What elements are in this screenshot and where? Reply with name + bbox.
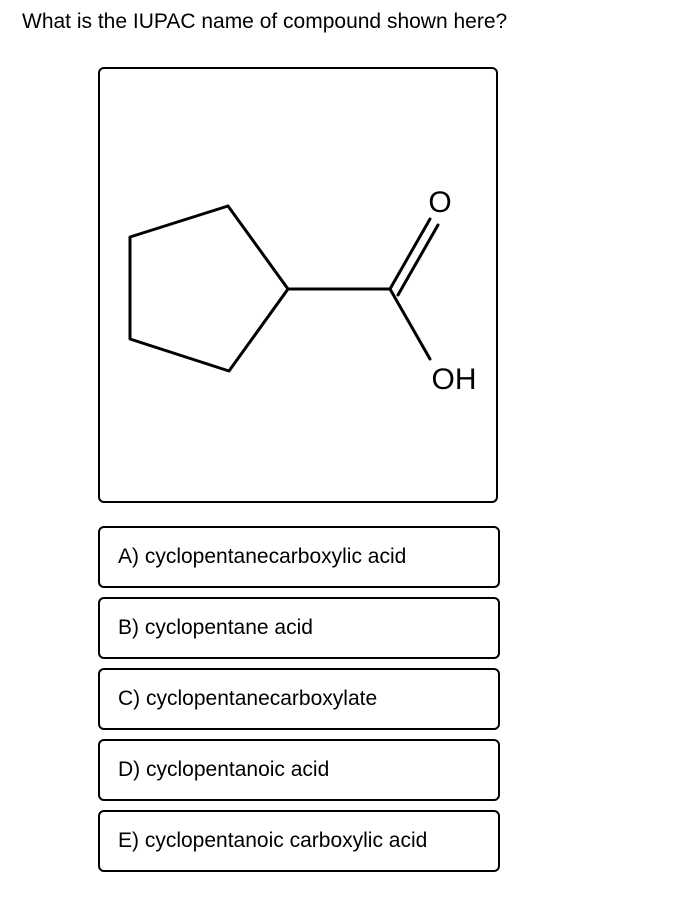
- option-c[interactable]: [98, 668, 500, 730]
- c-oh-bond: [390, 289, 430, 359]
- hydroxyl-atom-label: OH: [431, 363, 477, 396]
- option-a[interactable]: [98, 526, 500, 588]
- carbonyl-double-bond-1: [390, 219, 430, 289]
- option-e[interactable]: [98, 810, 500, 872]
- structure-image-frame: [98, 67, 498, 503]
- option-c-label: C) cyclopentanecarboxylate: [118, 687, 378, 710]
- cyclopentane-ring: [130, 206, 288, 371]
- oxygen-atom-label: O: [428, 186, 452, 219]
- option-e-label: E) cyclopentanoic carboxylic acid: [118, 829, 428, 852]
- option-a-label: A) cyclopentanecarboxylic acid: [118, 545, 407, 568]
- option-b-label: B) cyclopentane acid: [118, 616, 313, 639]
- option-b[interactable]: [98, 597, 500, 659]
- question-text: What is the IUPAC name of compound shown here?: [22, 10, 508, 33]
- option-d[interactable]: [98, 739, 500, 801]
- option-d-label: D) cyclopentanoic acid: [118, 758, 330, 781]
- carbonyl-double-bond-2: [398, 225, 438, 295]
- cyclopentanecarboxylic-acid-structure: [100, 69, 500, 505]
